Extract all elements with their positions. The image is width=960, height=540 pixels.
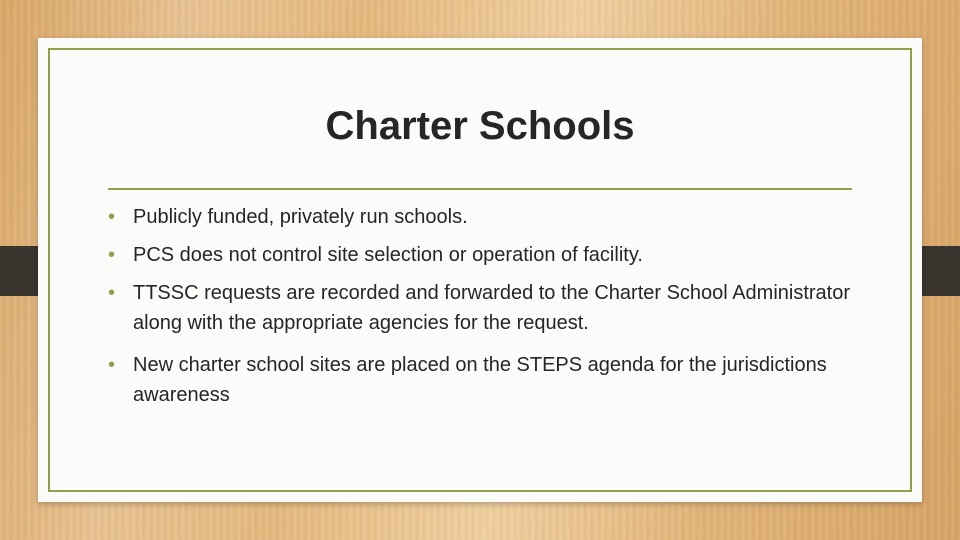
bullet-item: [108, 350, 868, 410]
bullet-icon: •: [108, 244, 116, 266]
slide-title: Charter Schools: [325, 104, 635, 148]
bullet-text: New charter school sites are placed on the STEPS agenda for the jurisdictions awareness: [133, 354, 827, 406]
bullet-text: Publicly funded, privately run schools.: [133, 206, 468, 228]
title-divider: [108, 188, 852, 190]
slide-card: [38, 38, 922, 502]
bullet-icon: •: [108, 206, 116, 228]
bullet-item: [108, 240, 868, 270]
bullet-text: PCS does not control site selection or operation of facility.: [133, 244, 643, 266]
bullet-item: [108, 278, 868, 338]
wood-band-left: [0, 246, 40, 296]
bullet-list: [108, 202, 868, 418]
bullet-icon: •: [108, 354, 116, 376]
bullet-item: [108, 202, 868, 232]
bullet-text: TTSSC requests are recorded and forwarded to the Charter School Administrator along with the appropriate agencies for the request.: [133, 282, 851, 334]
bullet-icon: •: [108, 282, 116, 304]
